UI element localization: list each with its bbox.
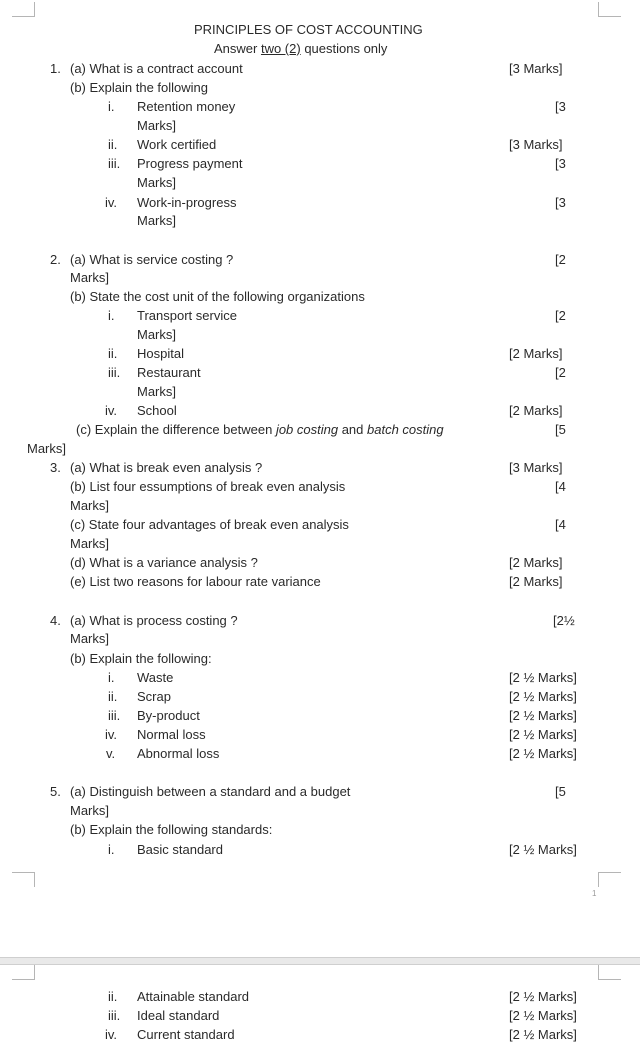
q1-item-marks: [3	[555, 99, 566, 114]
q2-item-numeral: i.	[108, 308, 115, 323]
page-break	[0, 957, 640, 965]
q1-item-marks: [3	[555, 195, 566, 210]
q4-item-text: Scrap	[137, 689, 171, 704]
q3-part-d: (d) What is a variance analysis ?	[70, 555, 258, 570]
q5-item-text: Attainable standard	[137, 989, 250, 1004]
q2-item-marks-wrap: Marks]	[137, 327, 176, 342]
q3-part-a: (a) What is break even analysis ?	[70, 460, 263, 475]
q1-number: 1.	[50, 61, 61, 76]
q1-item-text: Work-in-progress	[137, 195, 237, 210]
q4-item-numeral: ii.	[108, 689, 118, 704]
q4-item-numeral: i.	[108, 670, 115, 685]
q1-item-text: Retention money	[137, 99, 236, 114]
q5-item-numeral: ii.	[108, 989, 118, 1004]
instruction-pre: Answer	[214, 41, 261, 56]
q4-item-numeral: iv.	[105, 727, 118, 742]
q4-item-numeral: v.	[106, 746, 116, 761]
instruction-emphasis: two (2)	[260, 41, 301, 56]
document-title: PRINCIPLES OF COST ACCOUNTING	[194, 22, 423, 37]
q4-part-a-marks-wrap: Marks]	[70, 631, 109, 646]
q2-part-b: (b) State the cost unit of the following organizations	[70, 289, 365, 304]
q3-part-a-marks: [3 Marks]	[509, 460, 563, 475]
corner-mark-top-right	[598, 2, 621, 17]
q2-part-a-marks-wrap: Marks]	[70, 270, 109, 285]
q5-item-numeral: iii.	[108, 1008, 121, 1023]
q2-item-marks: [2 Marks]	[509, 346, 563, 361]
q3-part-d-marks: [2 Marks]	[509, 555, 563, 570]
q2-item-text: School	[137, 403, 177, 418]
q2-part-c-marks-wrap: Marks]	[27, 441, 66, 456]
q2-item-marks: [2	[555, 308, 566, 323]
q2-part-c-mid: and	[338, 422, 368, 437]
q5-item-text: Basic standard	[137, 842, 223, 857]
q2-part-c-marks: [5	[555, 422, 566, 437]
q2-item-text: Transport service	[137, 308, 237, 323]
q2-item-numeral: iv.	[105, 403, 118, 418]
q5-item-text: Ideal standard	[137, 1008, 220, 1023]
q1-item-marks-wrap: Marks]	[137, 213, 176, 228]
q2-part-c-term1: job costing	[275, 422, 339, 437]
q2-item-numeral: iii.	[108, 365, 121, 380]
q1-item-text: Work certified	[137, 137, 217, 152]
q3-part-b: (b) List four essumptions of break even analysis	[70, 479, 346, 494]
q1-part-a-marks: [3 Marks]	[509, 61, 563, 76]
q4-item-text: Waste	[137, 670, 174, 685]
q2-part-a: (a) What is service costing ?	[70, 252, 234, 267]
page-mark: 1	[592, 889, 597, 898]
q5-item-marks: [2 ½ Marks]	[509, 842, 577, 857]
q5-item-marks: [2 ½ Marks]	[509, 1008, 577, 1023]
q5-item-text: Current standard	[137, 1027, 235, 1042]
q4-item-text: By-product	[137, 708, 200, 723]
q2-part-a-marks: [2	[555, 252, 566, 267]
q1-item-marks-wrap: Marks]	[137, 175, 176, 190]
q3-part-c: (c) State four advantages of break even analysis	[70, 517, 349, 532]
q5-item-marks: [2 ½ Marks]	[509, 1027, 577, 1042]
q2-item-text: Hospital	[137, 346, 184, 361]
q3-part-c-marks-wrap: Marks]	[70, 536, 109, 551]
q3-part-b-marks-wrap: Marks]	[70, 498, 109, 513]
q2-item-marks-wrap: Marks]	[137, 384, 176, 399]
corner-mark-top-left	[12, 2, 35, 17]
q4-item-text: Abnormal loss	[137, 746, 220, 761]
corner-mark-bottom-left	[12, 872, 35, 887]
q1-item-numeral: i.	[108, 99, 115, 114]
q4-item-marks: [2 ½ Marks]	[509, 708, 577, 723]
q4-item-numeral: iii.	[108, 708, 121, 723]
instruction-post: questions only	[300, 41, 388, 56]
q4-number: 4.	[50, 613, 61, 628]
q2-part-c-pre: (c) Explain the difference between	[76, 422, 276, 437]
q4-item-marks: [2 ½ Marks]	[509, 727, 577, 742]
q1-item-numeral: iv.	[105, 195, 118, 210]
q1-item-numeral: iii.	[108, 156, 121, 171]
q3-part-e: (e) List two reasons for labour rate variance	[70, 574, 321, 589]
q5-part-a-marks-wrap: Marks]	[70, 803, 109, 818]
corner-mark-p2-top-right	[598, 965, 621, 980]
q5-item-numeral: i.	[108, 842, 115, 857]
q5-part-a-marks: [5	[555, 784, 566, 799]
q2-part-c	[76, 422, 444, 438]
q2-part-c-term2: batch costing	[367, 422, 444, 437]
q1-part-b: (b) Explain the following	[70, 80, 209, 95]
corner-mark-p2-top-left	[12, 965, 35, 980]
q5-part-b: (b) Explain the following standards:	[70, 822, 273, 837]
q1-item-marks: [3 Marks]	[509, 137, 563, 152]
q5-part-a: (a) Distinguish between a standard and a budget	[70, 784, 351, 799]
q3-part-c-marks: [4	[555, 517, 566, 532]
q3-part-e-marks: [2 Marks]	[509, 574, 563, 589]
instructions	[214, 41, 387, 57]
q4-item-marks: [2 ½ Marks]	[509, 689, 577, 704]
q1-part-a: (a) What is a contract account	[70, 61, 243, 76]
q5-number: 5.	[50, 784, 61, 799]
q2-number: 2.	[50, 252, 61, 267]
q1-item-marks-wrap: Marks]	[137, 118, 176, 133]
q2-item-text: Restaurant	[137, 365, 201, 380]
q4-item-marks: [2 ½ Marks]	[509, 670, 577, 685]
q2-item-numeral: ii.	[108, 346, 118, 361]
q2-item-marks: [2	[555, 365, 566, 380]
q3-part-b-marks: [4	[555, 479, 566, 494]
q4-part-b: (b) Explain the following:	[70, 651, 212, 666]
q4-part-a: (a) What is process costing ?	[70, 613, 238, 628]
q1-item-text: Progress payment	[137, 156, 243, 171]
q4-item-text: Normal loss	[137, 727, 206, 742]
corner-mark-bottom-right	[598, 872, 621, 887]
q1-item-numeral: ii.	[108, 137, 118, 152]
q3-number: 3.	[50, 460, 61, 475]
q5-item-numeral: iv.	[105, 1027, 118, 1042]
q5-item-marks: [2 ½ Marks]	[509, 989, 577, 1004]
q1-item-marks: [3	[555, 156, 566, 171]
q4-item-marks: [2 ½ Marks]	[509, 746, 577, 761]
q4-part-a-marks: [2½	[553, 613, 575, 628]
q2-item-marks: [2 Marks]	[509, 403, 563, 418]
